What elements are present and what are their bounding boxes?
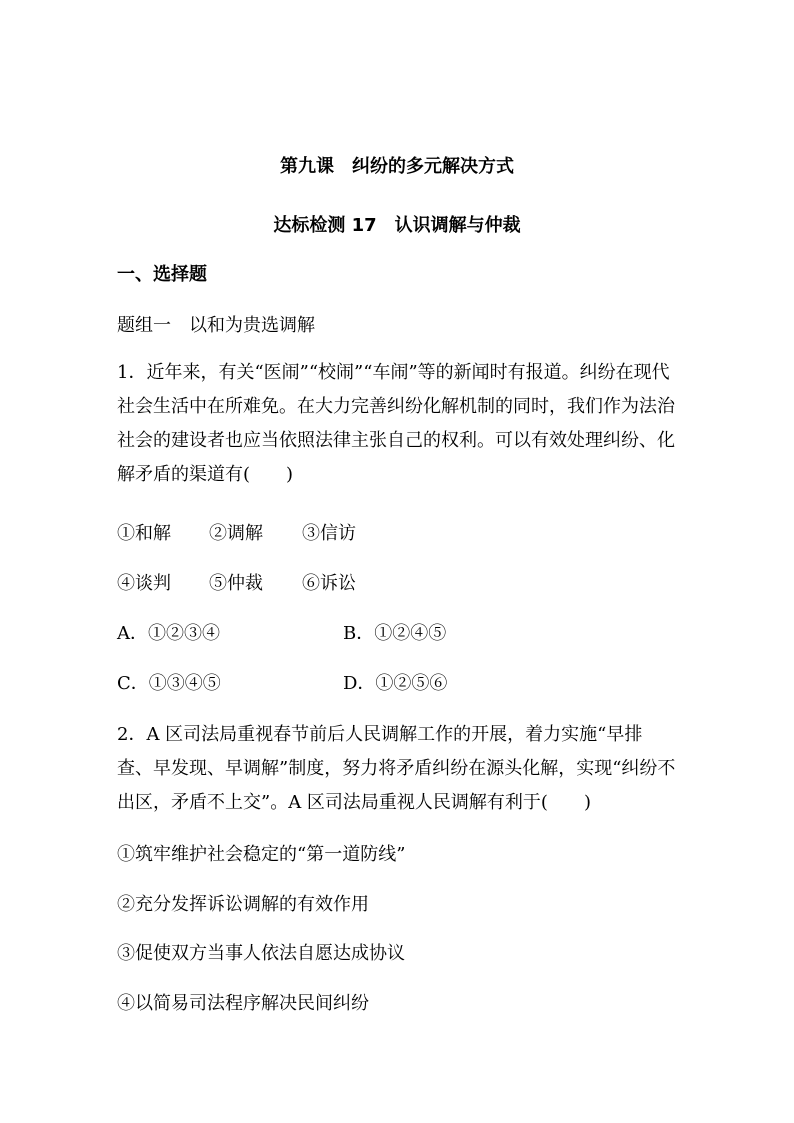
q1-choice-c: C．①③④⑤	[117, 673, 221, 694]
q2-item-2: ②充分发挥诉讼调解的有效作用	[117, 894, 369, 915]
question-1-items-row-1	[117, 522, 356, 546]
q1-item-2: ②调解	[209, 523, 263, 544]
q1-item-3: ③信访	[302, 523, 356, 544]
q1-item-5: ⑤仲裁	[209, 573, 263, 594]
q2-item-4: ④以简易司法程序解决民间纠纷	[117, 993, 369, 1014]
q1-item-1: ①和解	[117, 523, 171, 544]
q1-choice-d: D．①②⑤⑥	[343, 673, 448, 694]
question-2-stem: 2．A 区司法局重视春节前后人民调解工作的开展，着力实施“早排查、早发现、早调解”制度，努力将矛盾纠纷在源头化解，实现“纠纷不出区，矛盾不上交”。A 区司法局重视人民调解有利于( )	[117, 724, 676, 813]
group-heading: 题组一 以和为贵选调解	[117, 315, 315, 336]
question-1-items-row-2	[117, 572, 356, 596]
q2-item-1: ①筑牢维护社会稳定的“第一道防线”	[117, 844, 406, 865]
section-heading: 一、选择题	[117, 264, 207, 285]
lesson-title: 第九课 纠纷的多元解决方式	[280, 156, 514, 177]
q1-item-4: ④谈判	[117, 573, 171, 594]
question-1-stem: 1．近年来，有关“医闹”“校闹”“车闹”等的新闻时有报道。纠纷在现代社会生活中在所难免。在大力完善纠纷化解机制的同时，我们作为法治社会的建设者也应当依照法律主张自己的权利。可以有效处理纠纷、化解矛盾的渠道有( )	[117, 362, 675, 485]
test-title: 达标检测 17 认识调解与仲裁	[273, 215, 521, 236]
q1-item-6: ⑥诉讼	[302, 573, 356, 594]
q1-choice-b: B．①②④⑤	[343, 623, 447, 644]
q1-choice-a: A．①②③④	[117, 623, 220, 644]
q2-item-3: ③促使双方当事人依法自愿达成协议	[117, 943, 405, 964]
